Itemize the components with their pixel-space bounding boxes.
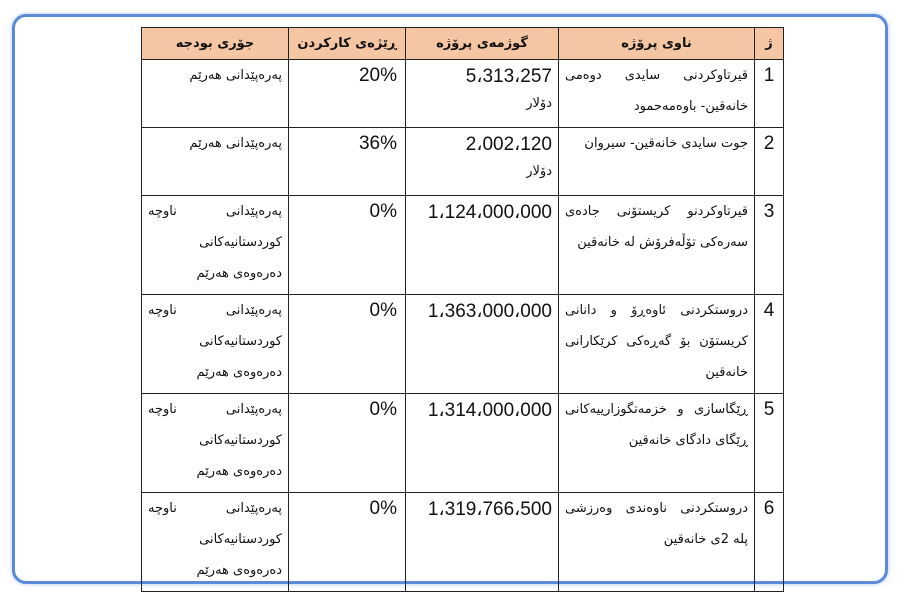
cost-value: 2،002،120 <box>465 134 552 155</box>
table-header-row <box>142 28 784 60</box>
currency-label: دۆلار <box>526 164 552 179</box>
table-row <box>142 394 784 493</box>
budget-type-cell: پەرەپێدانی هەرێم <box>142 128 289 196</box>
table-row <box>142 60 784 128</box>
project-name-cell: قیرتاوکردنو کریستۆنی جادەی سەرەکی تۆڵەفرۆش لە خانەقین <box>559 196 755 295</box>
row-number-cell: 5 <box>755 394 784 493</box>
table-row <box>142 493 784 592</box>
project-name-cell: جوت سایدی خانەقین- سیروان <box>559 128 755 196</box>
header-work-rate: ڕێژەی کارکردن <box>289 28 406 60</box>
currency-label: دۆلار <box>526 96 552 111</box>
header-project-name: ناوی پرۆژە <box>559 28 755 60</box>
budget-type-cell: پەرەپێدانی ناوچە کوردستانیەکانی دەرەوەی هەرێم <box>142 493 289 592</box>
project-cost-cell <box>406 493 559 592</box>
header-number: ژ <box>755 28 784 60</box>
row-number-cell: 4 <box>755 295 784 394</box>
work-rate-cell: 0% <box>289 295 406 394</box>
cost-value: 1،314،000،000 <box>427 400 552 421</box>
project-cost-cell <box>406 196 559 295</box>
header-project-cost: گوژمەی پرۆژە <box>406 28 559 60</box>
project-cost-cell <box>406 394 559 493</box>
budget-type-cell: پەرەپێدانی ناوچە کوردستانیەکانی دەرەوەی هەرێم <box>142 394 289 493</box>
project-cost-cell <box>406 128 559 196</box>
work-rate-cell: 0% <box>289 394 406 493</box>
row-number-cell: 6 <box>755 493 784 592</box>
project-cost-cell <box>406 60 559 128</box>
row-number-cell: 3 <box>755 196 784 295</box>
work-rate-cell: 20% <box>289 60 406 128</box>
budget-type-cell: پەرەپێدانی ناوچە کوردستانیەکانی دەرەوەی هەرێم <box>142 196 289 295</box>
work-rate-cell: 0% <box>289 493 406 592</box>
projects-table <box>141 27 784 592</box>
project-name-cell: دروستکردنی ئاوەڕۆ و دانانی کریستۆن بۆ گەڕەکی کرێکارانی خانەقین <box>559 295 755 394</box>
cost-value: 1،363،000،000 <box>427 301 552 322</box>
cost-value: 1،319،766،500 <box>427 499 552 520</box>
budget-type-cell: پەرەپێدانی ناوچە کوردستانیەکانی دەرەوەی هەرێم <box>142 295 289 394</box>
cost-value: 5،313،257 <box>465 66 552 87</box>
project-name-cell: دروستکردنی ناوەندی وەرزشی پلە 2ی خانەقین <box>559 493 755 592</box>
cost-value: 1،124،000،000 <box>427 202 552 223</box>
project-cost-cell <box>406 295 559 394</box>
project-name-cell: قیرتاوکردنی سایدی دوەمی خانەقین- باوەمەحمود <box>559 60 755 128</box>
table-row <box>142 128 784 196</box>
project-name-cell: ڕێگاسازی و خزمەتگوزارییەکانی ڕێگای دادگای خانەقین <box>559 394 755 493</box>
budget-type-cell: پەرەپێدانی هەرێم <box>142 60 289 128</box>
table-row <box>142 295 784 394</box>
header-budget-type: جۆری بودجە <box>142 28 289 60</box>
row-number-cell: 1 <box>755 60 784 128</box>
table-row <box>142 196 784 295</box>
row-number-cell: 2 <box>755 128 784 196</box>
work-rate-cell: 0% <box>289 196 406 295</box>
work-rate-cell: 36% <box>289 128 406 196</box>
